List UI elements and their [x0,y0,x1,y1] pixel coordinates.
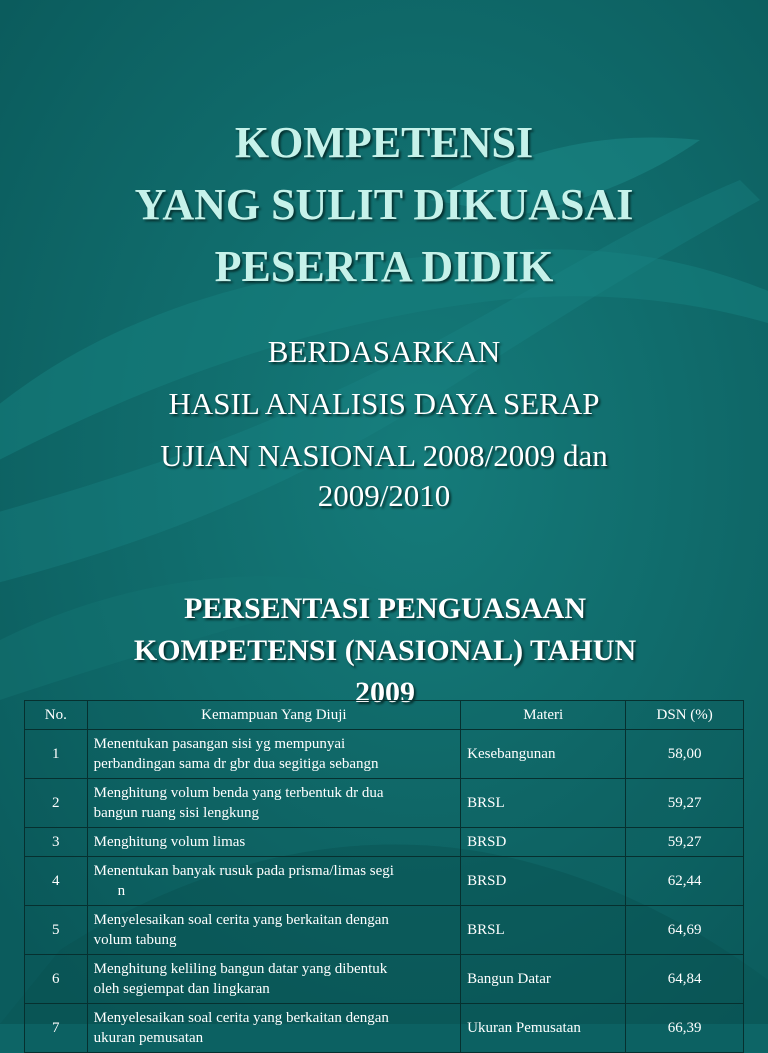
section-title-line: 2009 [355,676,415,709]
section-title-line: KOMPETENSI (NASIONAL) TAHUN [133,634,637,667]
kemampuan-line: oleh segiempat dan lingkaran [93,981,270,997]
row-kemampuan [87,955,461,1004]
row-dsn: 64,69 [626,906,744,955]
row-materi: BRSD [461,828,626,857]
subtitle-line: BERDASARKAN [267,334,501,369]
row-kemampuan [87,828,461,857]
row-kemampuan [87,730,461,779]
section-title-line: PERSENTASI PENGUASAAN [183,592,586,625]
kemampuan-line: Menentukan pasangan sisi yg mempunyai [93,736,346,752]
row-number: 6 [25,955,88,1004]
header-no: No. [25,701,88,730]
row-number: 1 [25,730,88,779]
subtitle-line: 2009/2010 [317,478,451,513]
kemampuan-line: perbandingan sama dr gbr dua segitiga sebangn [93,756,379,772]
row-materi: BRSL [461,906,626,955]
table-row [25,857,744,906]
header-dsn: DSN (%) [626,701,744,730]
row-materi: Bangun Datar [461,955,626,1004]
table-row [25,906,744,955]
row-number: 2 [25,779,88,828]
row-dsn: 64,84 [626,955,744,1004]
table-row [25,955,744,1004]
row-dsn: 59,27 [626,828,744,857]
table-row [25,730,744,779]
subtitle-line: UJIAN NASIONAL 2008/2009 dan [160,438,608,473]
table-row [25,1004,744,1053]
row-materi: BRSD [461,857,626,906]
row-kemampuan [87,906,461,955]
slide-title-line: KOMPETENSI [234,118,534,167]
row-dsn: 59,27 [626,779,744,828]
row-kemampuan [87,779,461,828]
table-row [25,828,744,857]
slide-title-line: YANG SULIT DIKUASAI [134,180,634,229]
kemampuan-line: volum tabung [93,932,177,948]
kemampuan-line: Menghitung volum benda yang terbentuk dr dua [93,785,384,801]
row-kemampuan [87,857,461,906]
row-dsn: 62,44 [626,857,744,906]
section-title [30,588,740,714]
row-dsn: 66,39 [626,1004,744,1053]
row-materi: BRSL [461,779,626,828]
row-number: 3 [25,828,88,857]
row-kemampuan [87,1004,461,1053]
subtitle-line: HASIL ANALISIS DAYA SERAP [168,386,600,421]
kemampuan-line: Menyelesaikan soal cerita yang berkaitan dengan [93,912,389,928]
competency-table-container [24,700,744,1053]
row-materi: Ukuran Pemusatan [461,1004,626,1053]
kemampuan-line: Menghitung keliling bangun datar yang dibentuk [93,961,388,977]
kemampuan-line: bangun ruang sisi lengkung [93,805,260,821]
slide-title [0,112,768,298]
header-kemampuan: Kemampuan Yang Diuji [87,701,461,730]
row-materi: Kesebangunan [461,730,626,779]
kemampuan-line: n [117,883,126,899]
row-number: 4 [25,857,88,906]
row-number: 5 [25,906,88,955]
header-materi: Materi [461,701,626,730]
kemampuan-line: ukuran pemusatan [93,1030,204,1046]
row-number: 7 [25,1004,88,1053]
table-header-row [25,701,744,730]
table-row [25,779,744,828]
kemampuan-line: Menentukan banyak rusuk pada prisma/limas segi [93,863,394,879]
slide-subtitle [0,332,768,528]
slide-title-line: PESERTA DIDIK [214,242,554,291]
kemampuan-line: Menghitung volum limas [93,834,246,850]
row-dsn: 58,00 [626,730,744,779]
competency-table [24,700,744,1053]
kemampuan-line: Menyelesaikan soal cerita yang berkaitan dengan [93,1010,389,1026]
